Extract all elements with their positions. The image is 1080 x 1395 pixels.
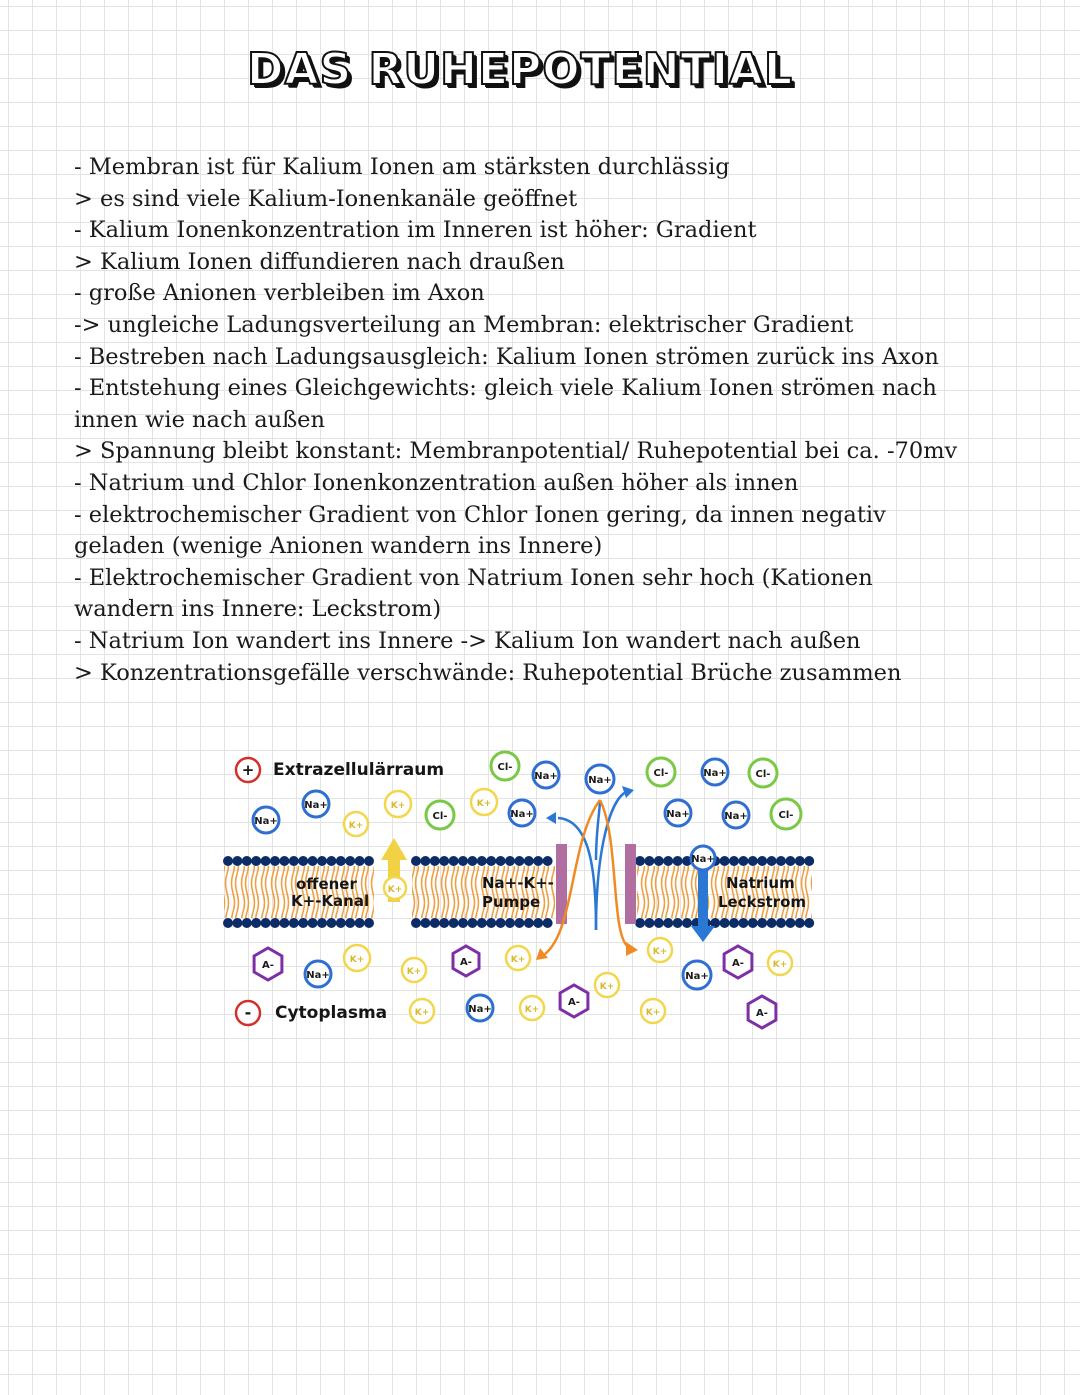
chloride-ion-label: Cl- <box>755 769 771 780</box>
phospholipid-head <box>654 856 664 866</box>
potassium-ion-label: K+ <box>476 799 492 809</box>
phospholipid-head <box>242 856 252 866</box>
anion-ion <box>748 996 776 1028</box>
sodium-ion <box>253 807 279 833</box>
anion-ion-label: A- <box>262 960 274 971</box>
chloride-ion <box>426 801 454 829</box>
potassium-ion-label: K+ <box>390 801 406 811</box>
phospholipid-head <box>654 918 664 928</box>
phospholipid-head <box>524 856 534 866</box>
sodium-ion <box>305 961 331 987</box>
phospholipid-head <box>776 918 786 928</box>
channel-label-line2: K+-Kanal <box>291 892 370 910</box>
phospholipid-head <box>635 856 645 866</box>
chloride-ion-label: Cl- <box>653 768 669 779</box>
potassium-ion <box>385 791 411 817</box>
note-line: - elektrochemischer Gradient von Chlor Ionen gering, da innen negativ geladen (wenige Anionen wandern ins Innere) <box>74 501 886 560</box>
phospholipid-head <box>458 856 468 866</box>
phospholipid-head <box>232 856 242 866</box>
phospholipid-head <box>505 918 515 928</box>
sodium-ion <box>691 846 715 870</box>
phospholipid-head <box>467 918 477 928</box>
leak-label-line1: Natrium <box>726 874 795 892</box>
sodium-ion <box>665 800 691 826</box>
sodium-ion-label: Na+ <box>724 811 748 822</box>
sodium-ion <box>509 800 535 826</box>
page-title: DAS RUHEPOTENTIAL <box>246 44 794 95</box>
phospholipid-head <box>467 856 477 866</box>
phospholipid-head <box>663 918 673 928</box>
phospholipid-head <box>663 856 673 866</box>
phospholipid-head <box>364 856 374 866</box>
potassium-ion-label: K+ <box>406 967 422 977</box>
phospholipid-head <box>767 918 777 928</box>
potassium-ion <box>768 951 792 975</box>
phospholipid-head <box>748 856 758 866</box>
sodium-ion <box>533 762 559 788</box>
phospholipid-head <box>477 918 487 928</box>
phospholipid-head <box>355 918 365 928</box>
phospholipid-head <box>748 918 758 928</box>
phospholipid-head <box>720 856 730 866</box>
sodium-ion-label: Na+ <box>306 970 330 981</box>
chloride-ion <box>491 752 519 780</box>
pump-label-line1: Na+-K+- <box>482 874 554 892</box>
phospholipid-head <box>785 918 795 928</box>
phospholipid-head <box>270 856 280 866</box>
potassium-ion-label: K+ <box>510 955 526 965</box>
phospholipid-head <box>449 856 459 866</box>
phospholipid-head <box>804 918 814 928</box>
anion-ion-label: A- <box>756 1008 768 1019</box>
phospholipid-head <box>458 918 468 928</box>
potassium-ion-label: K+ <box>772 960 788 970</box>
phospholipid-head <box>757 856 767 866</box>
phospholipid-head <box>543 856 553 866</box>
chloride-ion <box>771 799 801 829</box>
extracellular-label: Extrazellulärraum <box>273 760 445 780</box>
phospholipid-head <box>364 918 374 928</box>
sodium-ion <box>683 961 711 989</box>
phospholipid-head <box>767 856 777 866</box>
note-line: > Konzentrationsgefälle verschwände: Ruhepotential Brüche zusammen <box>74 659 902 686</box>
sodium-ion-label: Na+ <box>666 809 690 820</box>
phospholipid-head <box>757 918 767 928</box>
phospholipid-head <box>336 856 346 866</box>
note-line: - Entstehung eines Gleichgewichts: gleich viele Kalium Ionen strömen nach innen wie nach außen <box>74 375 937 433</box>
potassium-ion <box>344 945 370 971</box>
phospholipid-head <box>223 856 233 866</box>
phospholipid-head <box>738 856 748 866</box>
potassium-ion-label: K+ <box>349 955 365 965</box>
phospholipid-head <box>308 856 318 866</box>
phospholipid-head <box>345 918 355 928</box>
phospholipid-head <box>251 856 261 866</box>
phospholipid-head <box>430 918 440 928</box>
sodium-ion <box>467 995 493 1021</box>
phospholipid-head <box>298 856 308 866</box>
phospholipid-head <box>533 856 543 866</box>
phospholipid-head <box>232 918 242 928</box>
phospholipid-head <box>486 856 496 866</box>
channel-label-line1: offener <box>296 875 357 893</box>
phospholipid-head <box>738 918 748 928</box>
phospholipid-head <box>729 918 739 928</box>
phospholipid-head <box>289 918 299 928</box>
anion-ion-label: A- <box>568 997 580 1008</box>
potassium-ion <box>520 996 544 1020</box>
phospholipid-head <box>270 918 280 928</box>
phospholipid-head <box>336 918 346 928</box>
potassium-ion <box>402 958 426 982</box>
phospholipid-head <box>317 918 327 928</box>
phospholipid-head <box>420 918 430 928</box>
phospholipid-head <box>804 856 814 866</box>
potassium-ion <box>648 938 672 962</box>
phospholipid-head <box>242 918 252 928</box>
phospholipid-head <box>439 918 449 928</box>
sodium-ion-label: Na+ <box>254 816 278 827</box>
sodium-ion-label: Na+ <box>703 768 727 779</box>
sodium-ion-label: Na+ <box>685 971 709 982</box>
phospholipid-head <box>514 856 524 866</box>
phospholipid-head <box>496 918 506 928</box>
phospholipid-head <box>644 918 654 928</box>
phospholipid-head <box>635 918 645 928</box>
sodium-ion-label: Na+ <box>588 775 612 786</box>
phospholipid-head <box>326 856 336 866</box>
note-line: - Membran ist für Kalium Ionen am stärksten durchlässig <box>74 154 730 180</box>
phospholipid-head <box>795 918 805 928</box>
phospholipid-head <box>345 856 355 866</box>
potassium-ion-label: K+ <box>387 885 403 895</box>
note-line: - Kalium Ionenkonzentration im Inneren ist höher: Gradient <box>74 217 757 244</box>
phospholipid-head <box>308 918 318 928</box>
phospholipid-head <box>673 856 683 866</box>
phospholipid-head <box>477 856 487 866</box>
note-line: > es sind viele Kalium-Ionenkanäle geöffnet <box>74 185 578 212</box>
phospholipid-head <box>533 918 543 928</box>
sodium-ion <box>723 802 749 828</box>
sodium-ion <box>586 765 614 793</box>
phospholipid-head <box>514 918 524 928</box>
chloride-ion <box>749 759 777 787</box>
potassium-ion-label: K+ <box>524 1005 540 1015</box>
chloride-ion <box>647 758 675 786</box>
chloride-ion-label: Cl- <box>778 810 794 821</box>
potassium-ion-label: K+ <box>348 821 364 831</box>
anion-ion <box>453 946 479 976</box>
note-line: - Bestreben nach Ladungsausgleich: Kalium Ionen strömen zurück ins Axon <box>74 343 939 370</box>
phospholipid-head <box>439 856 449 866</box>
pump-label-line2: Pumpe <box>482 893 541 911</box>
phospholipid-head <box>776 856 786 866</box>
potassium-ion <box>506 946 530 970</box>
phospholipid-head <box>682 918 692 928</box>
potassium-ion-label: K+ <box>414 1008 430 1018</box>
pump-protein-right <box>625 844 636 924</box>
potassium-ion <box>410 999 434 1023</box>
phospholipid-head <box>261 918 271 928</box>
sodium-ion-label: Na+ <box>304 800 328 811</box>
sodium-ion-label: Na+ <box>691 854 715 865</box>
phospholipid-head <box>496 856 506 866</box>
phospholipid-head <box>289 856 299 866</box>
potassium-ion <box>344 812 368 836</box>
note-line: - Natrium Ion wandert ins Innere -> Kalium Ion wandert nach außen <box>74 627 861 654</box>
phospholipid-head <box>543 918 553 928</box>
anion-ion <box>560 985 588 1017</box>
phospholipid-head <box>505 856 515 866</box>
anion-ion-label: A- <box>460 957 472 968</box>
note-line: - Natrium und Chlor Ionenkonzentration außen höher als innen <box>74 469 799 496</box>
anion-ion-label: A- <box>732 958 744 969</box>
phospholipid-head <box>644 856 654 866</box>
potassium-ion-label: K+ <box>652 947 668 957</box>
note-line: - große Anionen verbleiben im Axon <box>74 280 485 307</box>
phospholipid-head <box>355 856 365 866</box>
phospholipid-head <box>729 856 739 866</box>
potassium-ion <box>384 877 406 899</box>
sodium-ion-label: Na+ <box>534 771 558 782</box>
phospholipid-head <box>673 918 683 928</box>
phospholipid-head <box>524 918 534 928</box>
sodium-ion-label: Na+ <box>468 1004 492 1015</box>
phospholipid-head <box>261 856 271 866</box>
phospholipid-head <box>720 918 730 928</box>
phospholipid-head <box>251 918 261 928</box>
phospholipid-head <box>279 918 289 928</box>
phospholipid-head <box>223 918 233 928</box>
phospholipid-head <box>486 918 496 928</box>
phospholipid-head <box>411 918 421 928</box>
phospholipid-head <box>411 856 421 866</box>
note-line: > Spannung bleibt konstant: Membranpotential/ Ruhepotential bei ca. -70mv <box>74 438 958 465</box>
anion-ion <box>254 948 282 980</box>
minus-sign: - <box>244 1003 252 1022</box>
note-line: - Elektrochemischer Gradient von Natrium Ionen sehr hoch (Kationen wandern ins Innere: Leckstrom) <box>74 564 873 623</box>
chloride-ion-label: Cl- <box>497 762 513 773</box>
potassium-ion <box>641 999 665 1023</box>
phospholipid-head <box>795 856 805 866</box>
chloride-ion-label: Cl- <box>432 811 448 822</box>
potassium-ion <box>471 789 497 815</box>
sodium-ion <box>702 759 728 785</box>
phospholipid-head <box>298 918 308 928</box>
potassium-ion <box>595 973 619 997</box>
phospholipid-head <box>430 856 440 866</box>
sodium-ion <box>303 791 329 817</box>
note-line: -> ungleiche Ladungsverteilung an Membran: elektrischer Gradient <box>74 311 854 338</box>
phospholipid-head <box>420 856 430 866</box>
note-line: > Kalium Ionen diffundieren nach draußen <box>74 248 565 275</box>
leak-label-line2: Leckstrom <box>718 893 807 911</box>
anion-ion <box>724 946 752 978</box>
sodium-ion-label: Na+ <box>510 809 534 820</box>
plus-sign: + <box>241 761 255 779</box>
phospholipid-head <box>449 918 459 928</box>
phospholipid-head <box>279 856 289 866</box>
cytoplasm-label: Cytoplasma <box>275 1003 388 1023</box>
phospholipid-head <box>785 856 795 866</box>
phospholipid-head <box>317 856 327 866</box>
potassium-ion-label: K+ <box>599 982 615 992</box>
potassium-ion-label: K+ <box>645 1008 661 1018</box>
phospholipid-head <box>326 918 336 928</box>
